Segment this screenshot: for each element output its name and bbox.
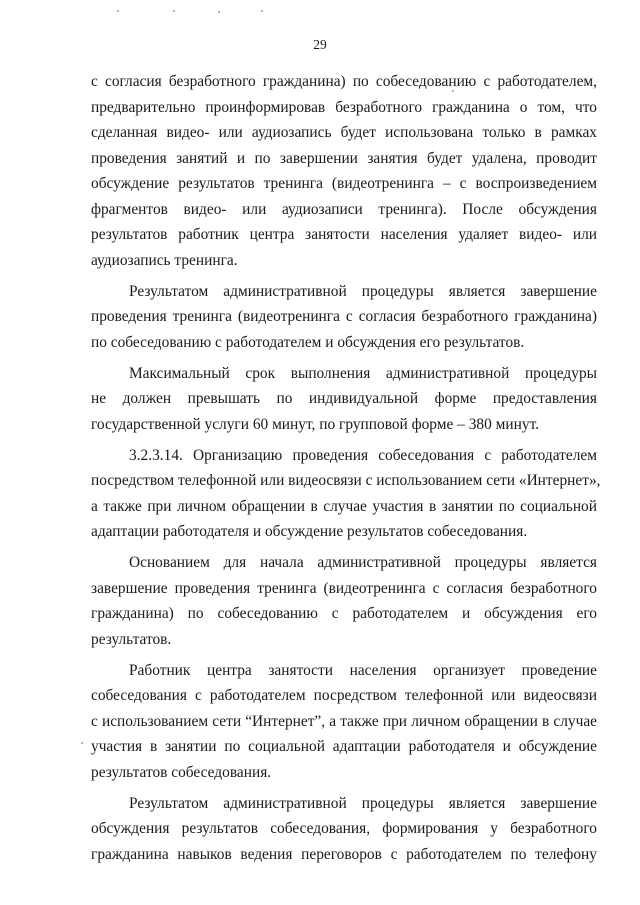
scan-speck [218, 11, 220, 13]
text-line: посредством телефонной или видеосвязи с использованием сети «Интернет», [91, 472, 601, 489]
text-line: адаптации работодателя и обсуждение результатов собеседования. [91, 523, 528, 540]
text-line: Максимальный срок выполнения административной процедуры [129, 364, 597, 382]
text-line: предварительно проинформировав безработного гражданина о том, что [91, 98, 597, 116]
text-line: Основанием для начала административной процедуры является [129, 554, 597, 571]
text-line: обсуждения результатов собеседования, формирования у безработного [91, 820, 597, 837]
text-line: проведения тренинга (видеотренинга с согласия безработного гражданина) [91, 308, 597, 325]
text-line: а также при личном обращении в случае участия в занятии по социальной [91, 497, 597, 515]
paragraph [91, 550, 597, 652]
text-line: результатов собеседования. [91, 763, 272, 781]
paragraph [91, 443, 601, 545]
text-line: проведения занятий и по завершении занятия будет удалена, проводит [91, 149, 597, 167]
text-line: сделанная видео- или аудиозапись будет использована только в рамках [91, 124, 597, 141]
paragraph [91, 69, 597, 273]
text-line: с использованием сети “Интернет”, а также при личном обращении в случае [91, 712, 597, 730]
text-line: собеседования с работодателем посредством телефонной или видеосвязи [91, 687, 597, 704]
text-line: не должен превышать по индивидуальной форме предоставления [91, 390, 597, 407]
scan-speck [173, 10, 175, 12]
text-line: фрагментов видео- или аудиозаписи тренинга). После обсуждения [91, 200, 597, 218]
text-line: 3.2.3.14. Организацию проведения собеседования с работодателем [129, 446, 597, 464]
text-line: результатов. [91, 630, 172, 648]
text-line: Результатом административной процедуры является завершение [129, 794, 597, 812]
text-line: Результатом административной процедуры является завершение [129, 282, 597, 300]
page-number: 29 [313, 37, 327, 52]
paragraph [91, 361, 597, 438]
text-line: завершение проведения тренинга (видеотренинга с согласия безработного [91, 579, 597, 597]
text-line: гражданина) по собеседованию с работодателем и обсуждения его [91, 605, 597, 622]
text-line: Работник центра занятости населения организует проведение [129, 661, 597, 679]
text-line: участия в занятии по социальной адаптации работодателя и обсуждение [91, 738, 597, 755]
scan-speck [81, 742, 83, 744]
text-line: результатов работник центра занятости населения удаляет видео- или [91, 226, 597, 243]
text-line: аудиозапись тренинга. [91, 251, 238, 269]
scan-speck [261, 10, 263, 12]
document-body [91, 69, 601, 867]
paragraph [91, 658, 597, 786]
text-line: гражданина навыков ведения переговоров с работодателем по телефону [91, 845, 597, 863]
text-line: с согласия безработного гражданина) по собеседованию с работодателем, [91, 73, 597, 90]
scan-speck [117, 10, 119, 12]
paragraph [91, 791, 597, 868]
text-line: государственной услуги 60 минут, по групповой форме – 380 минут. [91, 415, 539, 433]
text-line: обсуждение результатов тренинга (видеотренинга – с воспроизведением [91, 175, 597, 192]
text-line: по собеседованию с работодателем и обсуждения его результатов. [91, 333, 525, 351]
paragraph [91, 279, 597, 356]
